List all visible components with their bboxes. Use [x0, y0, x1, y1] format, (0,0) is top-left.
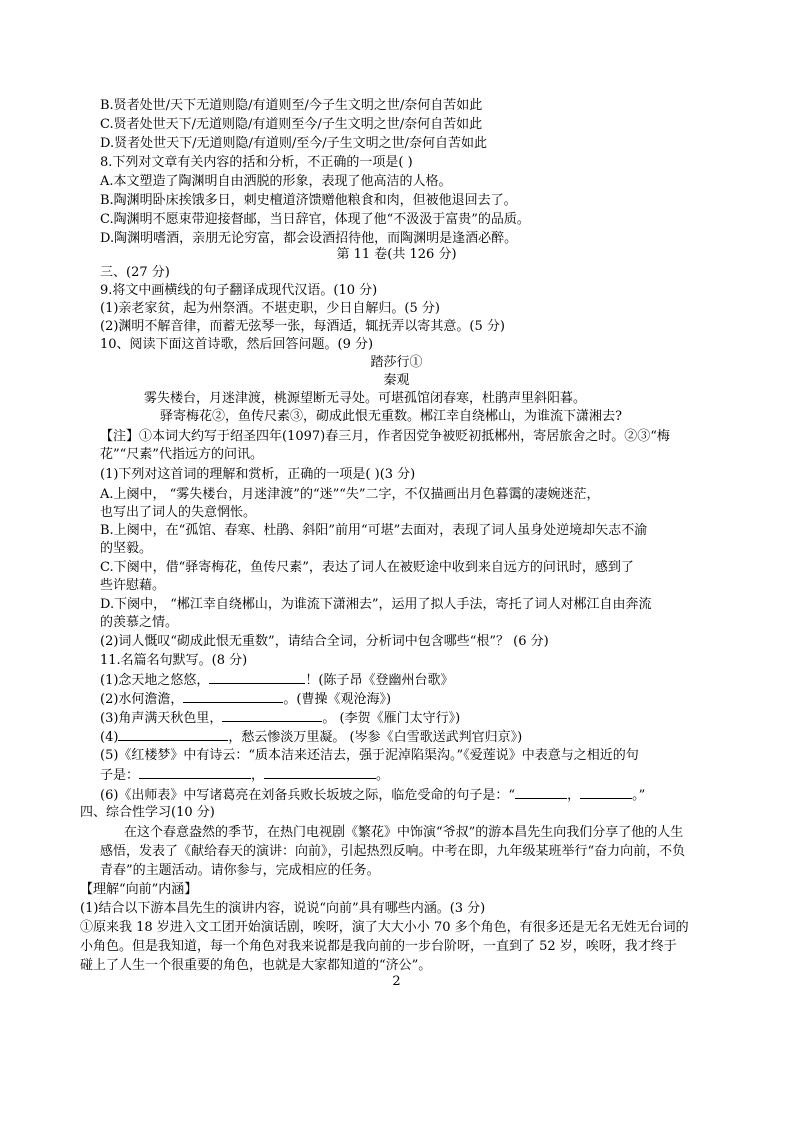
answer-blank-3[interactable] — [222, 708, 322, 722]
q11-item-3-suffix: 。 (李贺《雁门太守行》) — [322, 711, 461, 726]
q11-item-3 — [100, 708, 460, 727]
q10-sub1-stem: (1)下列对这首词的理解和赏析，正确的一项是( )(3 分) — [100, 467, 416, 482]
speech-paragraph-line-2: 小角色。但是我知道，每一个角色对我来说都是我向前的一步台阶呀，一直到了 52 岁，唉呀，我才终于 — [80, 939, 677, 954]
q11-item-4-suffix: ，愁云惨淡万里凝。 (岑参《白雪歌送武判官归京》) — [228, 730, 523, 745]
intro-paragraph-line-3: 青春”的主题活动。请你参与，完成相应的任务。 — [100, 863, 380, 878]
q11-item-1 — [100, 670, 454, 689]
section-3-heading: 三、(27 分) — [100, 265, 170, 280]
q11-item-5-line-2 — [100, 765, 389, 784]
answer-blank-4[interactable] — [118, 727, 228, 741]
q8-option-c: C.陶渊明不愿束带迎接督邮，当日辞官，体现了他“不汲汲于富贵”的品质。 — [100, 212, 530, 227]
answer-blank-6b[interactable] — [580, 785, 632, 799]
sub-section-title: 【理解“向前”内涵】 — [80, 882, 198, 897]
q10-option-d-2: 的羡慕之情。 — [100, 615, 179, 630]
task-1-stem: (1)结合以下游本昌先生的演讲内容，说说“向前”具有哪些内涵。(3 分) — [80, 901, 486, 916]
q7-option-c: C.贤者处世天下/无道则隐/有道则至今/子生文明之世/奈何自苦如此 — [100, 117, 483, 132]
q11-item-6 — [100, 785, 645, 804]
q11-item-2-suffix: 。(曹操《观沧海》) — [283, 692, 392, 707]
q8-option-d: D.陶渊明嗜酒，亲朋无论穷富，都会设酒招待他，而陶渊明是逢酒必醉。 — [100, 231, 518, 246]
intro-paragraph-line-1: 在这个春意盎然的季节，在热门电视剧《繁花》中饰演“爷叔”的游本昌先生向我们分享了他的人生 — [124, 825, 684, 840]
q8-option-b: B.陶渊明卧床挨饿多日，刺史檀道济馈赠他粮食和肉，但被他退回去了。 — [100, 193, 517, 208]
q7-option-d: D.贤者处世天下/无道则隐/有道则/至今/子生文明之世/奈何自苦如此 — [100, 136, 487, 151]
q11-stem: 11.名篇名句默写。(8 分) — [100, 653, 248, 668]
poem-line-2: 驿寄梅花②，鱼传尺素③，砌成此恨无重数。郴江幸自绕郴山，为谁流下潇湘去? — [160, 409, 622, 424]
speech-paragraph-line-1: ①原来我 18 岁进入文工团开始演话剧，唉呀，演了大大小小 70 多个角色，有很多还是无名无姓无台词的 — [80, 920, 689, 935]
q11-item-6-comma: ， — [567, 788, 581, 803]
q11-item-2 — [100, 689, 391, 708]
q10-option-a-1: A.上阕中， “雾失楼台，月迷津渡”的“迷”“失”二字，不仅描画出月色暮霭的凄婉迷茫， — [100, 487, 600, 502]
q11-item-6-suffix: 。” — [632, 788, 646, 803]
q11-item-1-suffix: ！(陈子昂《登幽州台歌》 — [305, 673, 454, 688]
q11-item-4 — [100, 727, 522, 746]
answer-blank-1[interactable] — [209, 670, 305, 684]
poem-line-1: 雾失楼台，月迷津渡，桃源望断无寻处。可堪孤馆闭春寒，杜鹃声里斜阳暮。 — [144, 391, 587, 406]
q9-stem: 9.将文中画横线的句子翻译成现代汉语。(10 分) — [100, 283, 378, 298]
q11-item-5-suffix: 。 — [376, 768, 390, 783]
poem-note-2: 花”“尺素”代指远方的问讯。 — [100, 447, 263, 462]
q11-item-3-prefix: (3)角声满天秋色里， — [100, 711, 223, 726]
q8-option-a: A.本文塑造了陶渊明自由洒脱的形象，表现了他高洁的人格。 — [100, 174, 452, 189]
answer-blank-5b[interactable] — [264, 765, 376, 779]
q11-item-5-line-1: (5)《红楼梦》中有诗云：“质本洁来还洁去，强于泥淖陷渠沟。”《爱莲说》中表意与之相近的句 — [100, 748, 639, 763]
intro-paragraph-line-2: 感悟，发表了《献给春天的演讲：向前》，引起热烈反响。中考在即，九年级某班举行“奋力向前，不负 — [100, 844, 686, 859]
answer-blank-2[interactable] — [183, 689, 283, 703]
q9-sentence-1: (1)亲老家贫，起为州祭酒。不堪吏职，少日自解归。(5 分) — [100, 301, 440, 316]
q11-item-4-prefix: (4) — [100, 730, 119, 745]
q11-item-5-comma: ， — [251, 768, 265, 783]
poem-note-1: 【注】①本词大约写于绍圣四年(1097)春三月，作者因党争被贬初抵郴州，寄居旅舍之时。②③“梅 — [100, 429, 670, 444]
q11-item-6-prefix: (6)《出师表》中写诸葛亮在刘备兵败长坂坡之际，临危受命的句子是：“ — [100, 788, 516, 803]
poem-title: 踏莎行① — [370, 355, 423, 370]
poem-author: 秦观 — [383, 373, 410, 388]
speech-paragraph-line-3: 碰上了人生一个很重要的角色，也就是大家都知道的“济公”。 — [80, 958, 432, 973]
answer-blank-6a[interactable] — [515, 785, 567, 799]
q10-option-c-2: 些许慰藉。 — [100, 578, 166, 593]
q7-option-b: B.贤者处世/天下无道则隐/有道则至/今子生文明之世/奈何自苦如此 — [100, 98, 483, 113]
q11-item-1-prefix: (1)念天地之悠悠， — [100, 673, 210, 688]
answer-blank-5a[interactable] — [139, 765, 251, 779]
q8-stem: 8.下列对文章有关内容的括和分析，不正确的一项是( ) — [100, 155, 413, 170]
q10-option-c-1: C.下阕中，借“驿寄梅花，鱼传尺素”，表达了词人在被贬途中收到来自远方的问讯时，感到了 — [100, 560, 634, 575]
q11-item-2-prefix: (2)水何澹澹， — [100, 692, 184, 707]
q9-sentence-2: (2)渊明不解音律，而蓄无弦琴一张，每酒适，辄抚弄以寄其意。(5 分) — [100, 319, 505, 334]
q11-item-5-prefix: 子是： — [100, 768, 140, 783]
q10-option-a-2: 也写出了词人的失意惘怅。 — [100, 505, 257, 520]
volume-title: 第 11 卷(共 126 分) — [336, 247, 457, 262]
q10-option-b-2: 的坚毅。 — [100, 541, 153, 556]
q10-stem: 10、阅读下面这首诗歌，然后回答问题。(9 分) — [100, 337, 374, 352]
section-4-heading: 四、综合性学习(10 分) — [80, 805, 215, 820]
q10-sub2: (2)词人慨叹“砌成此恨无重数”，请结合全词，分析词中包含哪些“根”？ (6 分) — [100, 634, 549, 649]
page-number: 2 — [392, 974, 401, 989]
q10-option-d-1: D.下阕中， “郴江幸自绕郴山，为谁流下潇湘去”，运用了拟人手法，寄托了词人对郴江自由奔流 — [100, 597, 652, 612]
q10-option-b-1: B.上阕中，在“孤馆、春寒、杜鹃、斜阳”前用“可堪”去面对，表现了词人虽身处逆境却矢志不渝 — [100, 523, 648, 538]
